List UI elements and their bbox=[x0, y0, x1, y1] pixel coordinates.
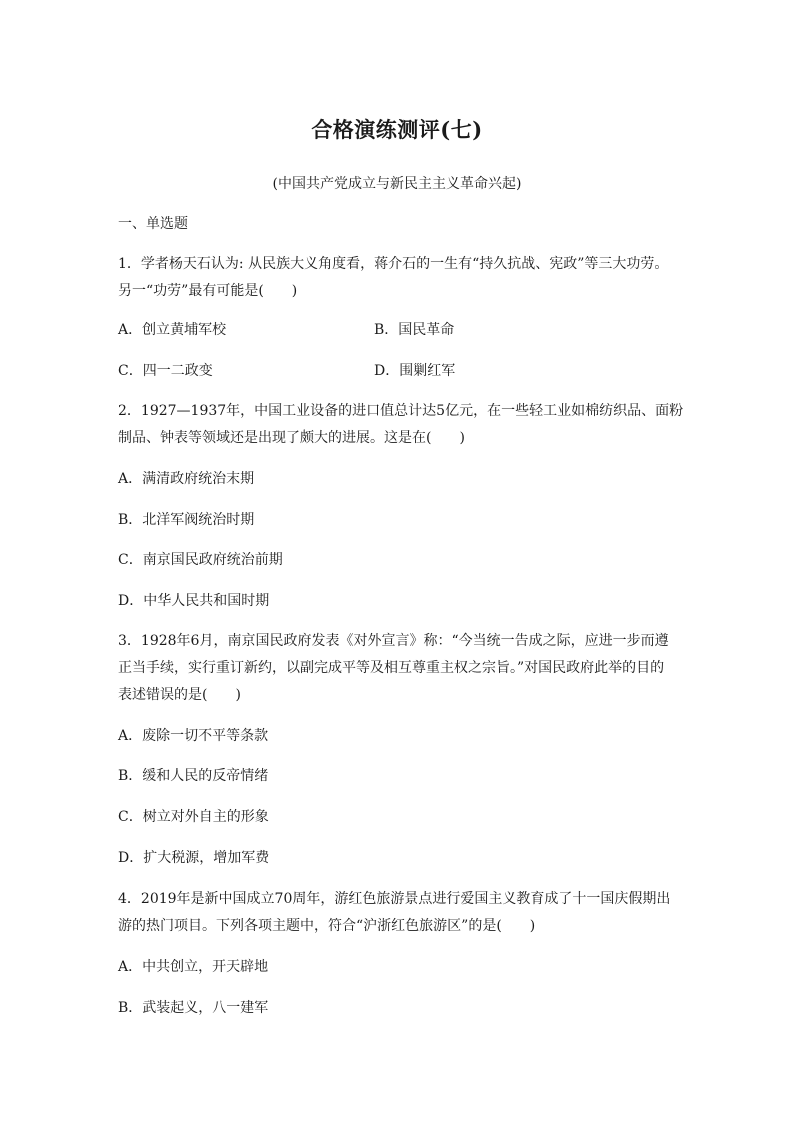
page-subtitle: (中国共产党成立与新民主主义革命兴起) bbox=[272, 176, 522, 192]
question-1-option-a: A．创立黄埔军校 bbox=[118, 322, 227, 338]
question-4-line-2: 游的热门项目。下列各项主题中，符合“沪浙红色旅游区”的是( ) bbox=[118, 918, 536, 934]
question-4-option-a: A．中共创立，开天辟地 bbox=[118, 959, 269, 975]
question-2-option-b: B．北洋军阀统治时期 bbox=[118, 512, 255, 528]
question-3-line-2: 正当手续，实行重订新约，以副完成平等及相互尊重主权之宗旨。”对国民政府此举的目的 bbox=[118, 660, 665, 676]
question-3-option-b: B．缓和人民的反帝情绪 bbox=[118, 768, 269, 784]
question-2-line-2: 制品、钟表等领域还是出现了颇大的进展。这是在( ) bbox=[118, 430, 465, 446]
question-3-option-d: D．扩大税源，增加军费 bbox=[118, 850, 270, 866]
question-1-line-1: 1．学者杨天石认为: 从民族大义角度看，蒋介石的一生有“持久抗战、宪政”等三大功劳。 bbox=[118, 256, 669, 272]
question-3-line-1: 3．1928年6月，南京国民政府发表《对外宣言》称：“今当统一告成之际，应进一步而遵 bbox=[118, 633, 669, 649]
question-1-option-c: C．四一二政变 bbox=[118, 363, 213, 379]
page-title: 合格演练测评(七) bbox=[311, 117, 483, 142]
question-1-option-b: B．国民革命 bbox=[374, 322, 455, 338]
question-2-option-c: C．南京国民政府统治前期 bbox=[118, 552, 283, 568]
section-heading: 一、单选题 bbox=[118, 216, 188, 232]
question-3-option-a: A．废除一切不平等条款 bbox=[118, 728, 269, 744]
question-3-option-c: C．树立对外自主的形象 bbox=[118, 809, 269, 825]
question-3-line-3: 表述错误的是( ) bbox=[118, 687, 241, 703]
question-2-option-a: A．满清政府统治末期 bbox=[118, 471, 255, 487]
question-4-option-b: B．武装起义，八一建军 bbox=[118, 1000, 269, 1016]
question-4-line-1: 4．2019年是新中国成立70周年，游红色旅游景点进行爱国主义教育成了十一国庆假期出 bbox=[118, 891, 671, 907]
question-1-option-d: D．围剿红军 bbox=[374, 363, 456, 379]
question-2-line-1: 2．1927—1937年，中国工业设备的进口值总计达5亿元，在一些轻工业如棉纺织品、面粉 bbox=[118, 403, 684, 419]
question-2-option-d: D．中华人民共和国时期 bbox=[118, 593, 270, 609]
question-1-line-2: 另一“功劳”最有可能是( ) bbox=[118, 283, 298, 299]
